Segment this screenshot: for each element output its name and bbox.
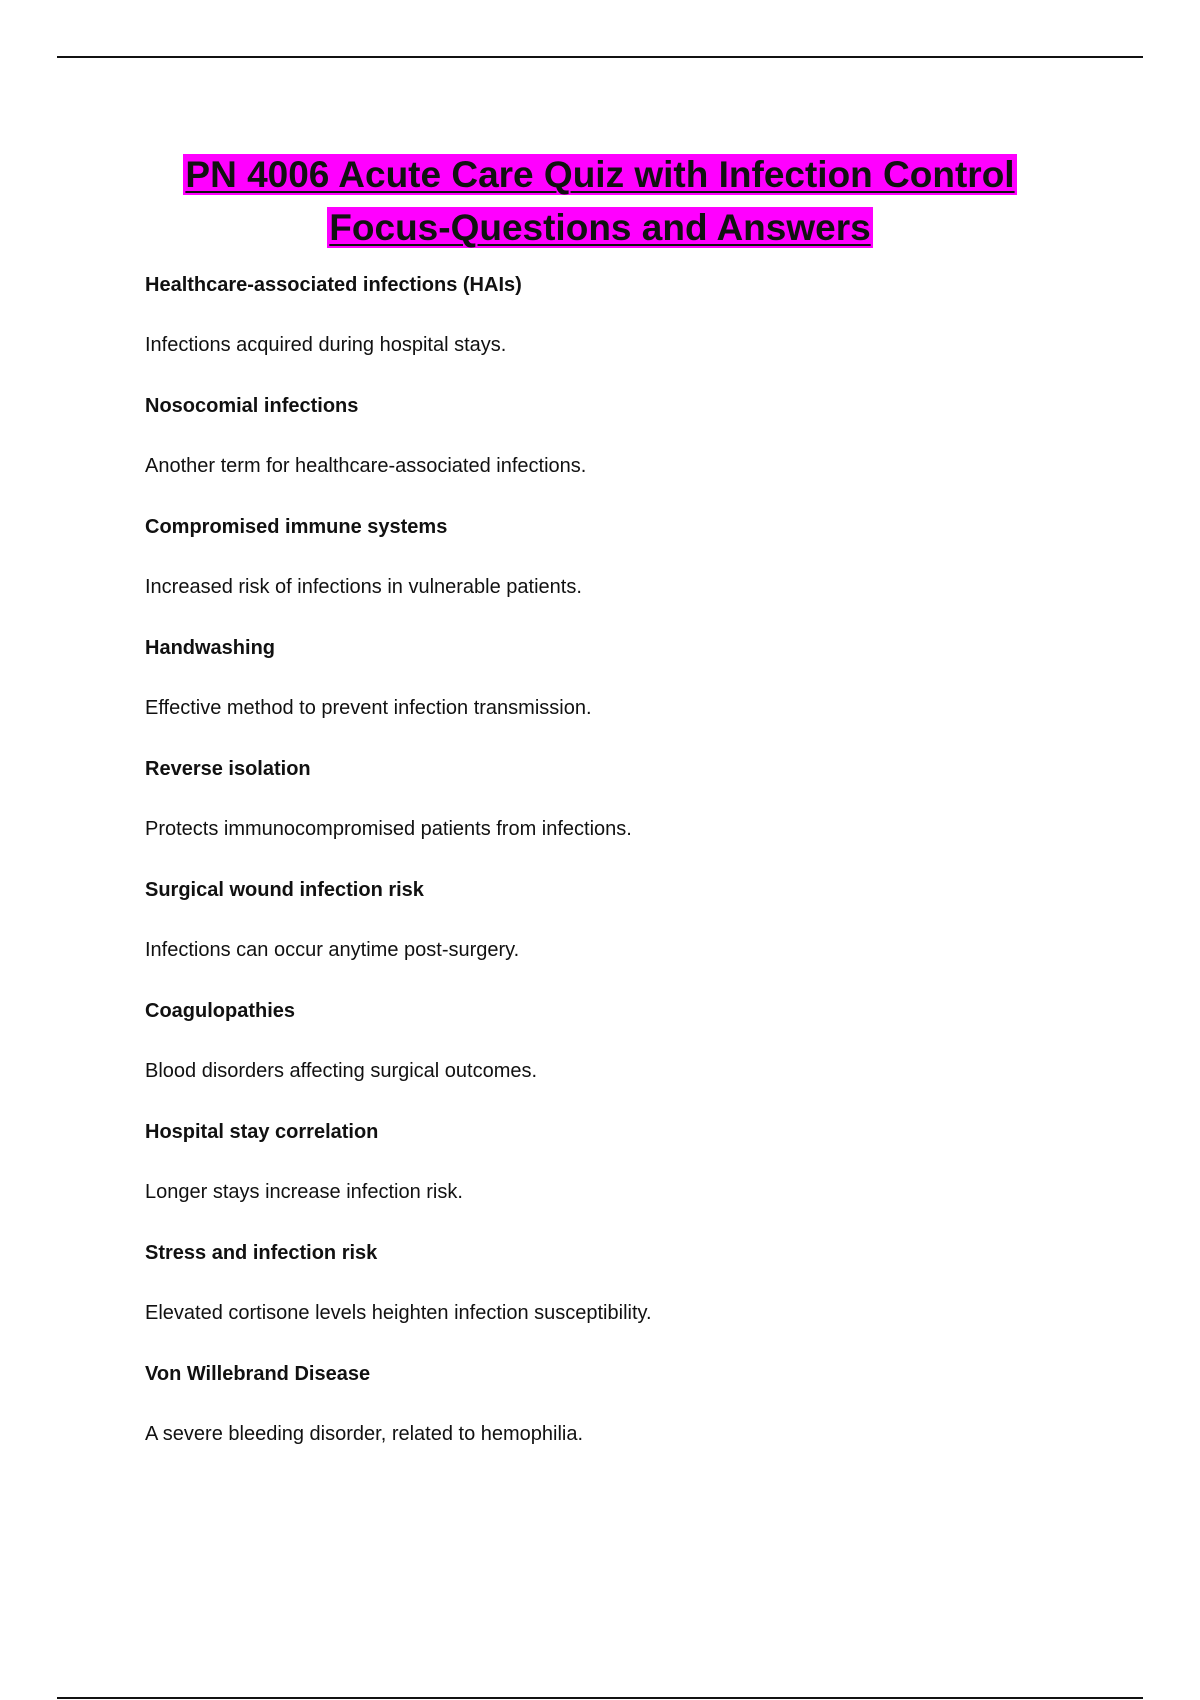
entry-definition: Elevated cortisone levels heighten infection susceptibility.: [145, 1302, 652, 1324]
entry-term: Compromised immune systems: [145, 516, 448, 538]
qa-entry: [145, 1240, 1105, 1361]
entry-definition: Infections acquired during hospital stays.: [145, 334, 507, 356]
entry-definition: Increased risk of infections in vulnerable patients.: [145, 576, 582, 598]
entry-definition: Infections can occur anytime post-surgery.: [145, 939, 520, 961]
top-rule: [57, 56, 1143, 58]
entry-term: Hospital stay correlation: [145, 1121, 379, 1143]
qa-entry: [145, 272, 1105, 393]
entry-term: Reverse isolation: [145, 758, 311, 780]
entry-term: Surgical wound infection risk: [145, 879, 424, 901]
qa-entry: [145, 1361, 1105, 1482]
qa-entry: [145, 756, 1105, 877]
entry-definition: Protects immunocompromised patients from infections.: [145, 818, 632, 840]
entry-term: Von Willebrand Disease: [145, 1363, 371, 1385]
document-title: [57, 148, 1143, 254]
entry-term: Handwashing: [145, 637, 276, 659]
entry-definition: Longer stays increase infection risk.: [145, 1181, 463, 1203]
qa-entry: [145, 514, 1105, 635]
entry-definition: Effective method to prevent infection transmission.: [145, 697, 592, 719]
entry-term: Stress and infection risk: [145, 1242, 378, 1264]
entry-definition: Another term for healthcare-associated infections.: [145, 455, 587, 477]
qa-list: [145, 272, 1105, 1482]
qa-entry: [145, 998, 1105, 1119]
entry-definition: Blood disorders affecting surgical outcomes.: [145, 1060, 538, 1082]
qa-entry: [145, 635, 1105, 756]
entry-term: Coagulopathies: [145, 1000, 296, 1022]
title-line-2: Focus-Questions and Answers: [329, 207, 871, 248]
entry-term: Nosocomial infections: [145, 395, 359, 417]
qa-entry: [145, 393, 1105, 514]
qa-entry: [145, 877, 1105, 998]
entry-term: Healthcare-associated infections (HAIs): [145, 274, 522, 296]
qa-entry: [145, 1119, 1105, 1240]
entry-definition: A severe bleeding disorder, related to hemophilia.: [145, 1423, 584, 1445]
bottom-rule: [57, 1697, 1143, 1699]
title-line-1: PN 4006 Acute Care Quiz with Infection Control: [185, 154, 1015, 195]
